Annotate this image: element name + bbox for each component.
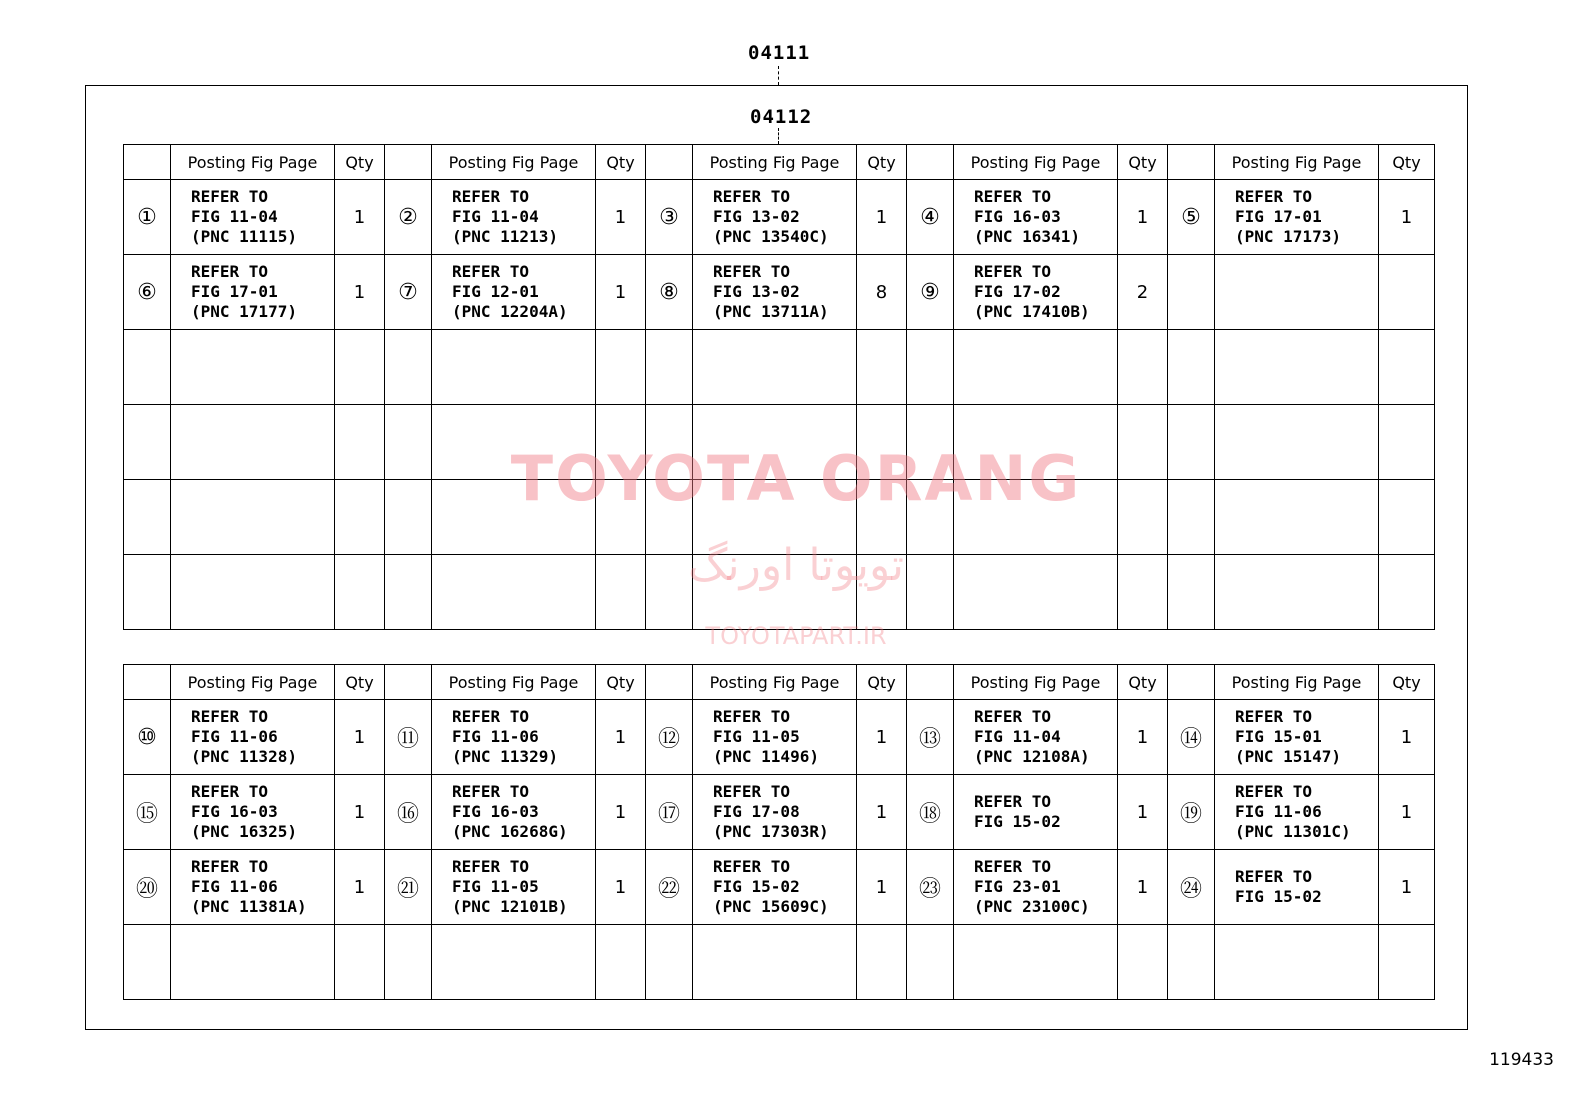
- posting-reference: [954, 555, 1118, 630]
- quantity: 1: [1379, 700, 1435, 775]
- quantity: [596, 480, 646, 555]
- posting-reference: REFER TO FIG 11-04 (PNC 11115): [171, 180, 335, 255]
- posting-reference: [954, 405, 1118, 480]
- posting-reference: REFER TO FIG 15-02 (PNC 15609C): [693, 850, 857, 925]
- posting-reference: [954, 925, 1118, 1000]
- header-blank-cell: [124, 145, 171, 180]
- posting-reference: [432, 480, 596, 555]
- posting-reference: [432, 405, 596, 480]
- posting-reference: [693, 405, 857, 480]
- header-qty-cell: Qty: [1118, 665, 1168, 700]
- posting-reference: [432, 555, 596, 630]
- item-number: ⑰: [646, 775, 693, 850]
- parts-table-upper: [123, 144, 1435, 630]
- posting-reference: REFER TO FIG 17-01 (PNC 17177): [171, 255, 335, 330]
- posting-reference: REFER TO FIG 15-02: [1215, 850, 1379, 925]
- quantity: [1118, 555, 1168, 630]
- item-number: ②: [385, 180, 432, 255]
- quantity: [1118, 330, 1168, 405]
- quantity: [857, 925, 907, 1000]
- posting-reference: [432, 925, 596, 1000]
- quantity: 1: [335, 850, 385, 925]
- quantity: [596, 330, 646, 405]
- quantity: 2: [1118, 255, 1168, 330]
- posting-reference: REFER TO FIG 11-06 (PNC 11328): [171, 700, 335, 775]
- quantity: 1: [335, 180, 385, 255]
- posting-reference: [954, 330, 1118, 405]
- item-number: [907, 405, 954, 480]
- quantity: [596, 925, 646, 1000]
- quantity: 1: [1379, 775, 1435, 850]
- assembly-code-label: 04111: [748, 42, 811, 64]
- quantity: [596, 555, 646, 630]
- quantity: [1118, 405, 1168, 480]
- quantity: 1: [335, 255, 385, 330]
- item-number: [124, 405, 171, 480]
- subassembly-code-label: 04112: [750, 106, 813, 128]
- table-row: [124, 850, 1435, 925]
- item-number: [385, 405, 432, 480]
- header-qty-cell: Qty: [857, 665, 907, 700]
- table-row: [124, 255, 1435, 330]
- quantity: 1: [596, 775, 646, 850]
- item-number: ⑲: [1168, 775, 1215, 850]
- item-number: [646, 555, 693, 630]
- quantity: [857, 405, 907, 480]
- posting-reference: [1215, 925, 1379, 1000]
- table-header-row: [124, 145, 1435, 180]
- posting-reference: REFER TO FIG 17-08 (PNC 17303R): [693, 775, 857, 850]
- table-row: [124, 480, 1435, 555]
- header-blank-cell: [646, 665, 693, 700]
- item-number: [1168, 555, 1215, 630]
- quantity: 1: [596, 255, 646, 330]
- quantity: [857, 555, 907, 630]
- header-qty-cell: Qty: [1118, 145, 1168, 180]
- header-posting-cell: Posting Fig Page: [171, 665, 335, 700]
- quantity: [857, 480, 907, 555]
- parts-table-lower-body: [124, 665, 1435, 1000]
- item-number: [124, 330, 171, 405]
- posting-reference: [693, 480, 857, 555]
- table-header-row: [124, 665, 1435, 700]
- posting-reference: [171, 405, 335, 480]
- posting-reference: REFER TO FIG 11-05 (PNC 12101B): [432, 850, 596, 925]
- posting-reference: [1215, 480, 1379, 555]
- watermark-subtitle: تویوتا اورنگ: [688, 540, 904, 591]
- item-number: ⑫: [646, 700, 693, 775]
- item-number: [1168, 255, 1215, 330]
- item-number: [907, 555, 954, 630]
- header-posting-cell: Posting Fig Page: [1215, 665, 1379, 700]
- quantity: 1: [1118, 775, 1168, 850]
- item-number: [907, 330, 954, 405]
- posting-reference: REFER TO FIG 11-06 (PNC 11329): [432, 700, 596, 775]
- item-number: ⑩: [124, 700, 171, 775]
- header-qty-cell: Qty: [335, 665, 385, 700]
- posting-reference: REFER TO FIG 17-02 (PNC 17410B): [954, 255, 1118, 330]
- item-number: ㉑: [385, 850, 432, 925]
- quantity: 1: [857, 180, 907, 255]
- item-number: [124, 925, 171, 1000]
- quantity: 1: [596, 180, 646, 255]
- quantity: [335, 330, 385, 405]
- quantity: [335, 555, 385, 630]
- quantity: [1118, 480, 1168, 555]
- item-number: [385, 555, 432, 630]
- header-posting-cell: Posting Fig Page: [171, 145, 335, 180]
- item-number: ⑬: [907, 700, 954, 775]
- quantity: [1379, 925, 1435, 1000]
- posting-reference: REFER TO FIG 11-05 (PNC 11496): [693, 700, 857, 775]
- header-posting-cell: Posting Fig Page: [432, 665, 596, 700]
- header-blank-cell: [646, 145, 693, 180]
- item-number: ⑱: [907, 775, 954, 850]
- quantity: 1: [596, 700, 646, 775]
- item-number: ⑥: [124, 255, 171, 330]
- item-number: ⑤: [1168, 180, 1215, 255]
- item-number: [1168, 330, 1215, 405]
- item-number: ⑨: [907, 255, 954, 330]
- item-number: ⑧: [646, 255, 693, 330]
- posting-reference: REFER TO FIG 16-03 (PNC 16341): [954, 180, 1118, 255]
- posting-reference: [432, 330, 596, 405]
- quantity: [1379, 555, 1435, 630]
- figure-id: 119433: [1489, 1050, 1554, 1070]
- item-number: [646, 480, 693, 555]
- posting-reference: [693, 330, 857, 405]
- table-row: [124, 925, 1435, 1000]
- quantity: 1: [1118, 180, 1168, 255]
- quantity: 1: [857, 775, 907, 850]
- quantity: [335, 405, 385, 480]
- table-row: [124, 405, 1435, 480]
- posting-reference: REFER TO FIG 11-04 (PNC 12108A): [954, 700, 1118, 775]
- item-number: [646, 925, 693, 1000]
- watermark-title: TOYOTA ORANG: [510, 442, 1082, 515]
- parts-table-lower: [123, 664, 1435, 1000]
- item-number: ⑪: [385, 700, 432, 775]
- quantity: 1: [1118, 700, 1168, 775]
- quantity: [857, 330, 907, 405]
- quantity: 1: [335, 700, 385, 775]
- table-row: [124, 700, 1435, 775]
- item-number: [646, 330, 693, 405]
- quantity: [335, 925, 385, 1000]
- header-blank-cell: [907, 665, 954, 700]
- header-qty-cell: Qty: [857, 145, 907, 180]
- posting-reference: [693, 925, 857, 1000]
- header-blank-cell: [1168, 665, 1215, 700]
- quantity: [1379, 255, 1435, 330]
- quantity: [1379, 330, 1435, 405]
- quantity: [1379, 480, 1435, 555]
- posting-reference: [954, 480, 1118, 555]
- header-blank-cell: [385, 665, 432, 700]
- table-row: [124, 180, 1435, 255]
- posting-reference: [1215, 330, 1379, 405]
- item-number: ⑭: [1168, 700, 1215, 775]
- posting-reference: REFER TO FIG 16-03 (PNC 16325): [171, 775, 335, 850]
- header-posting-cell: Posting Fig Page: [432, 145, 596, 180]
- item-number: [385, 480, 432, 555]
- quantity: 1: [857, 850, 907, 925]
- watermark-site: TOYOTAPART.IR: [705, 622, 887, 650]
- header-blank-cell: [124, 665, 171, 700]
- posting-reference: REFER TO FIG 11-06 (PNC 11381A): [171, 850, 335, 925]
- quantity: 1: [596, 850, 646, 925]
- item-number: ④: [907, 180, 954, 255]
- quantity: 1: [1379, 180, 1435, 255]
- item-number: [646, 405, 693, 480]
- header-posting-cell: Posting Fig Page: [954, 145, 1118, 180]
- posting-reference: [1215, 555, 1379, 630]
- quantity: [596, 405, 646, 480]
- item-number: ③: [646, 180, 693, 255]
- item-number: ⑮: [124, 775, 171, 850]
- posting-reference: REFER TO FIG 15-01 (PNC 15147): [1215, 700, 1379, 775]
- item-number: [907, 925, 954, 1000]
- item-number: ⑯: [385, 775, 432, 850]
- header-posting-cell: Posting Fig Page: [954, 665, 1118, 700]
- quantity: 1: [1118, 850, 1168, 925]
- quantity: 1: [1379, 850, 1435, 925]
- item-number: ㉒: [646, 850, 693, 925]
- posting-reference: REFER TO FIG 11-04 (PNC 11213): [432, 180, 596, 255]
- quantity: 1: [335, 775, 385, 850]
- item-number: [907, 480, 954, 555]
- quantity: [1118, 925, 1168, 1000]
- posting-reference: [171, 555, 335, 630]
- header-posting-cell: Posting Fig Page: [693, 665, 857, 700]
- item-number: [1168, 925, 1215, 1000]
- item-number: ①: [124, 180, 171, 255]
- quantity: [335, 480, 385, 555]
- parts-table-upper-body: [124, 145, 1435, 630]
- posting-reference: [693, 555, 857, 630]
- item-number: [385, 330, 432, 405]
- item-number: [385, 925, 432, 1000]
- header-blank-cell: [1168, 145, 1215, 180]
- quantity: 1: [857, 700, 907, 775]
- header-posting-cell: Posting Fig Page: [693, 145, 857, 180]
- posting-reference: REFER TO FIG 17-01 (PNC 17173): [1215, 180, 1379, 255]
- quantity: [1379, 405, 1435, 480]
- quantity: 8: [857, 255, 907, 330]
- item-number: ㉔: [1168, 850, 1215, 925]
- posting-reference: REFER TO FIG 13-02 (PNC 13711A): [693, 255, 857, 330]
- posting-reference: [1215, 405, 1379, 480]
- posting-reference: REFER TO FIG 23-01 (PNC 23100C): [954, 850, 1118, 925]
- header-qty-cell: Qty: [1379, 145, 1435, 180]
- posting-reference: [171, 480, 335, 555]
- item-number: [1168, 405, 1215, 480]
- posting-reference: [171, 925, 335, 1000]
- header-qty-cell: Qty: [596, 665, 646, 700]
- posting-reference: [171, 330, 335, 405]
- item-number: [124, 480, 171, 555]
- item-number: [124, 555, 171, 630]
- header-qty-cell: Qty: [1379, 665, 1435, 700]
- item-number: ㉓: [907, 850, 954, 925]
- item-number: ⑦: [385, 255, 432, 330]
- table-row: [124, 555, 1435, 630]
- posting-reference: REFER TO FIG 13-02 (PNC 13540C): [693, 180, 857, 255]
- table-row: [124, 775, 1435, 850]
- subassembly-leader-line: [778, 128, 779, 144]
- item-number: ⑳: [124, 850, 171, 925]
- header-blank-cell: [385, 145, 432, 180]
- posting-reference: REFER TO FIG 16-03 (PNC 16268G): [432, 775, 596, 850]
- header-qty-cell: Qty: [596, 145, 646, 180]
- header-posting-cell: Posting Fig Page: [1215, 145, 1379, 180]
- assembly-leader-line: [778, 66, 779, 85]
- item-number: [1168, 480, 1215, 555]
- header-qty-cell: Qty: [335, 145, 385, 180]
- posting-reference: REFER TO FIG 15-02: [954, 775, 1118, 850]
- posting-reference: REFER TO FIG 11-06 (PNC 11301C): [1215, 775, 1379, 850]
- table-row: [124, 330, 1435, 405]
- header-blank-cell: [907, 145, 954, 180]
- posting-reference: REFER TO FIG 12-01 (PNC 12204A): [432, 255, 596, 330]
- posting-reference: [1215, 255, 1379, 330]
